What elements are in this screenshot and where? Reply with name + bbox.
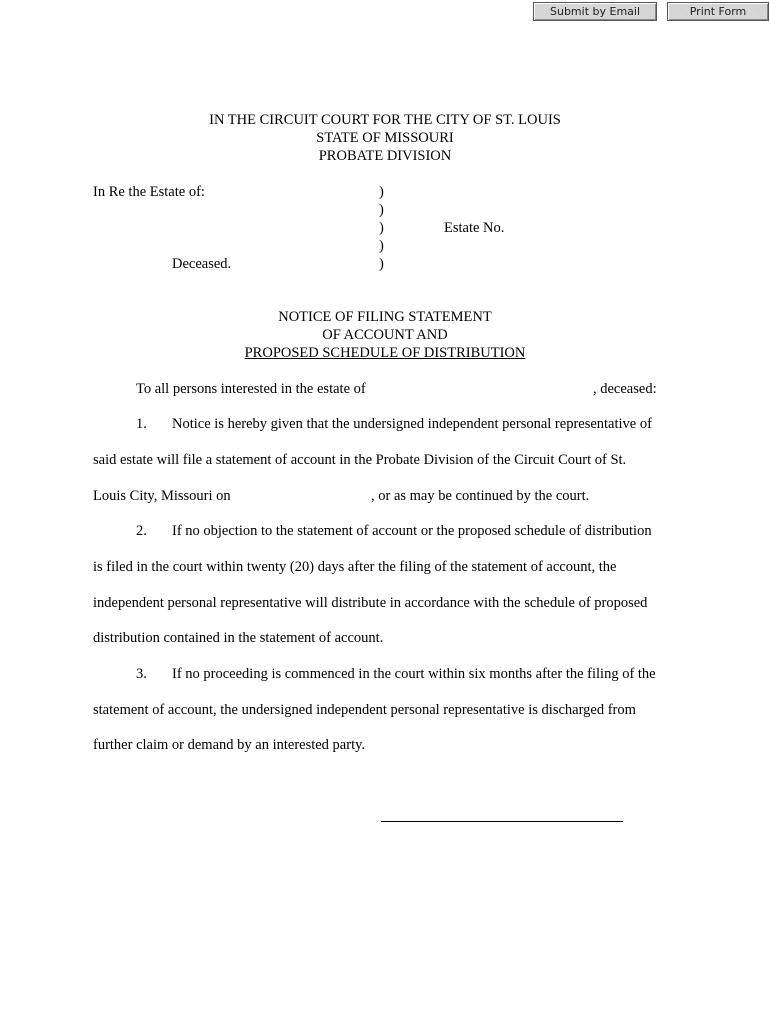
paragraph-2-line3: independent personal representative will distribute in accordance with the schedule of proposed: [93, 595, 648, 611]
paragraph-2-line4: distribution contained in the statement of account.: [93, 630, 384, 646]
paragraph-1-number: 1.: [136, 416, 147, 432]
notice-title-line1: NOTICE OF FILING STATEMENT: [278, 309, 492, 325]
caption-paren-4: ): [379, 238, 384, 254]
greeting-start: To all persons interested in the estate of: [136, 381, 366, 397]
court-header-line3: PROBATE DIVISION: [318, 148, 452, 164]
signature-line: [381, 821, 623, 822]
notice-title-line2: OF ACCOUNT AND: [322, 327, 448, 343]
caption-paren-3: ): [379, 220, 384, 236]
paragraph-1-line2: said estate will file a statement of account in the Probate Division of the Circuit Court of St.: [93, 452, 627, 468]
court-header-line1: IN THE CIRCUIT COURT FOR THE CITY OF ST. LOUIS: [209, 112, 561, 128]
paragraph-2-line2: is filed in the court within twenty (20) days after the filing of the statement of account, the: [93, 559, 617, 575]
notice-title-line3-text: PROPOSED SCHEDULE OF DISTRIBUTION: [244, 345, 526, 361]
paragraph-2-line1: If no objection to the statement of account or the proposed schedule of distribution: [172, 523, 652, 539]
paragraph-1-line3-start: Louis City, Missouri on: [93, 488, 231, 504]
submit-by-email-button[interactable]: Submit by Email: [533, 2, 657, 21]
court-header-line2: STATE OF MISSOURI: [316, 130, 454, 146]
paragraph-3-line2: statement of account, the undersigned independent personal representative is discharged from: [93, 702, 636, 718]
deceased-label: Deceased.: [172, 256, 232, 272]
estate-no-label: Estate No.: [444, 220, 505, 236]
caption-paren-5: ): [379, 256, 384, 272]
notice-title-line3: [0, 345, 770, 362]
paragraph-3-number: 3.: [136, 666, 147, 682]
print-form-button[interactable]: Print Form: [667, 2, 769, 21]
caption-paren-1: ): [379, 184, 384, 200]
paragraph-2-number: 2.: [136, 523, 147, 539]
paragraph-1-line3-end: , or as may be continued by the court.: [371, 488, 590, 504]
caption-paren-2: ): [379, 202, 384, 218]
paragraph-3-line3: further claim or demand by an interested party.: [93, 737, 366, 753]
paragraph-3-line1: If no proceeding is commenced in the court within six months after the filing of the: [172, 666, 656, 682]
in-re-label: In Re the Estate of:: [93, 184, 205, 200]
paragraph-1-line1: Notice is hereby given that the undersigned independent personal representative of: [172, 416, 652, 432]
greeting-end: , deceased:: [593, 381, 657, 397]
